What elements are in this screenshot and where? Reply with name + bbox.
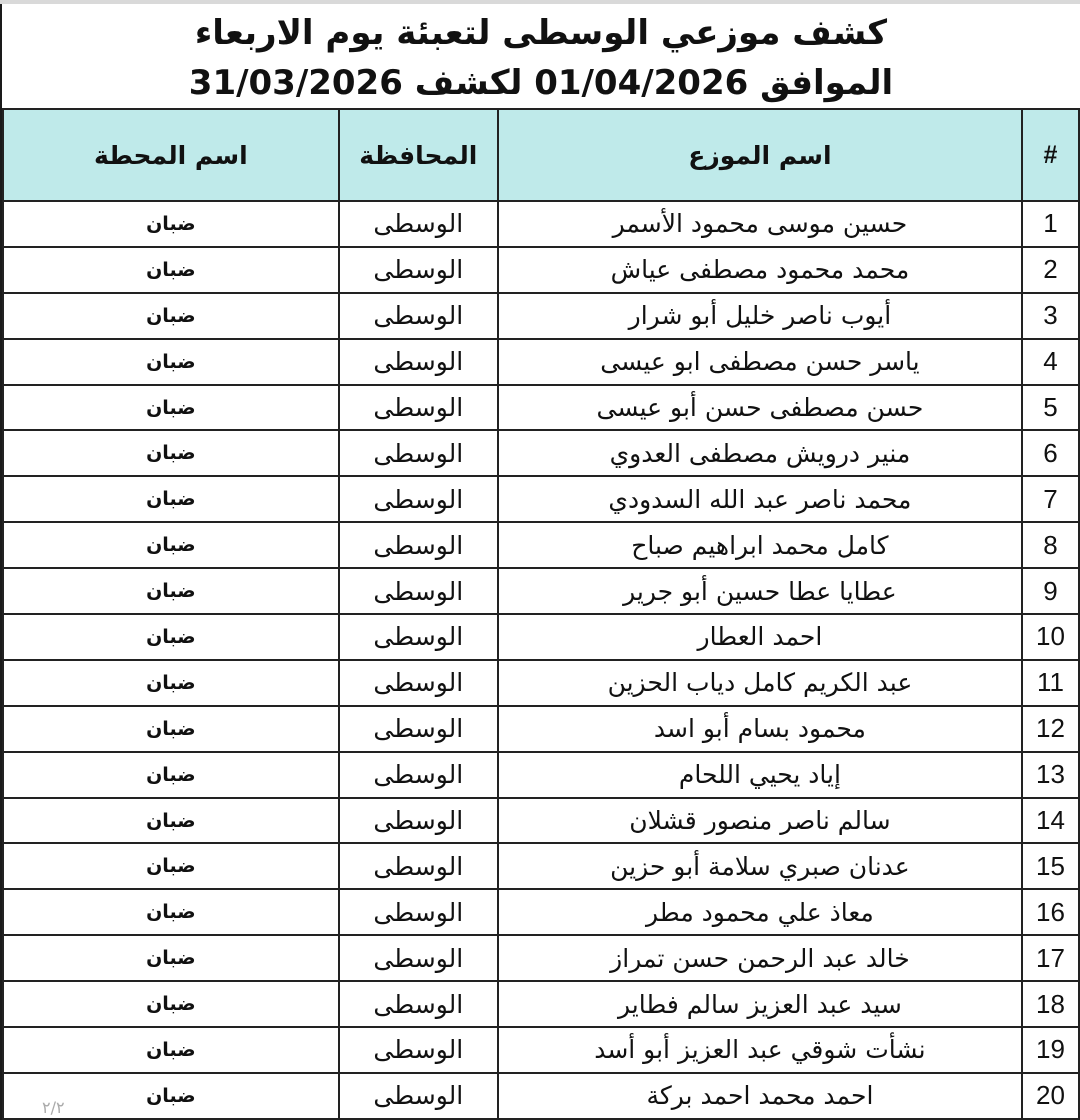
distributor-name-cell: معاذ علي محمود مطر [498, 889, 1022, 935]
row-number: 1 [1022, 201, 1079, 247]
row-number: 6 [1022, 430, 1079, 476]
governorate-cell: الوسطى [339, 385, 498, 431]
table-row [3, 614, 1079, 660]
distributor-name-cell: أيوب ناصر خليل أبو شرار [498, 293, 1022, 339]
table-row [3, 798, 1079, 844]
table-row [3, 247, 1079, 293]
station-name-cell: ضبان [3, 889, 339, 935]
station-name-cell: ضبان [3, 1073, 339, 1119]
distributor-name-cell: احمد العطار [498, 614, 1022, 660]
table-row [3, 935, 1079, 981]
distributor-name-cell: احمد محمد احمد بركة [498, 1073, 1022, 1119]
row-number: 13 [1022, 752, 1079, 798]
governorate-cell: الوسطى [339, 1027, 498, 1073]
station-name-cell: ضبان [3, 981, 339, 1027]
distributor-name-cell: ياسر حسن مصطفى ابو عيسى [498, 339, 1022, 385]
station-name-cell: ضبان [3, 1027, 339, 1073]
header-distributor-name: اسم الموزع [498, 109, 1022, 201]
table-row [3, 293, 1079, 339]
station-name-cell: ضبان [3, 568, 339, 614]
row-number: 3 [1022, 293, 1079, 339]
distributor-name-cell: عطايا عطا حسين أبو جرير [498, 568, 1022, 614]
station-name-cell: ضبان [3, 247, 339, 293]
row-number: 7 [1022, 476, 1079, 522]
table-row [3, 385, 1079, 431]
table-row [3, 981, 1079, 1027]
distributor-name-cell: نشأت شوقي عبد العزيز أبو أسد [498, 1027, 1022, 1073]
governorate-cell: الوسطى [339, 293, 498, 339]
governorate-cell: الوسطى [339, 981, 498, 1027]
table-row [3, 1027, 1079, 1073]
table-row [3, 660, 1079, 706]
title-line-2: الموافق 01/04/2026 لكشف 31/03/2026 [188, 63, 894, 103]
distributor-name-cell: حسين موسى محمود الأسمر [498, 201, 1022, 247]
title-line-1: كشف موزعي الوسطى لتعبئة يوم الاربعاء [194, 13, 888, 53]
station-name-cell: ضبان [3, 385, 339, 431]
row-number: 9 [1022, 568, 1079, 614]
governorate-cell: الوسطى [339, 1073, 498, 1119]
station-name-cell: ضبان [3, 798, 339, 844]
governorate-cell: الوسطى [339, 568, 498, 614]
row-number: 16 [1022, 889, 1079, 935]
station-name-cell: ضبان [3, 752, 339, 798]
row-number: 10 [1022, 614, 1079, 660]
station-name-cell: ضبان [3, 614, 339, 660]
header-station-name: اسم المحطة [3, 109, 339, 201]
table-row [3, 339, 1079, 385]
distributor-name-cell: عبد الكريم كامل دياب الحزين [498, 660, 1022, 706]
row-number: 12 [1022, 706, 1079, 752]
distributor-name-cell: سالم ناصر منصور قشلان [498, 798, 1022, 844]
governorate-cell: الوسطى [339, 201, 498, 247]
table-row [3, 752, 1079, 798]
table-row [3, 889, 1079, 935]
distributor-name-cell: إياد يحيي اللحام [498, 752, 1022, 798]
governorate-cell: الوسطى [339, 798, 498, 844]
governorate-cell: الوسطى [339, 752, 498, 798]
row-number: 15 [1022, 843, 1079, 889]
document-sheet [0, 4, 1080, 1120]
governorate-cell: الوسطى [339, 522, 498, 568]
distributor-name-cell: كامل محمد ابراهيم صباح [498, 522, 1022, 568]
header-number: # [1022, 109, 1079, 201]
station-name-cell: ضبان [3, 476, 339, 522]
station-name-cell: ضبان [3, 201, 339, 247]
distributor-name-cell: محمد ناصر عبد الله السدودي [498, 476, 1022, 522]
row-number: 17 [1022, 935, 1079, 981]
table-row [3, 568, 1079, 614]
governorate-cell: الوسطى [339, 339, 498, 385]
station-name-cell: ضبان [3, 522, 339, 568]
row-number: 2 [1022, 247, 1079, 293]
station-name-cell: ضبان [3, 843, 339, 889]
distributor-name-cell: منير درويش مصطفى العدوي [498, 430, 1022, 476]
distributor-name-cell: محمد محمود مصطفى عياش [498, 247, 1022, 293]
station-name-cell: ضبان [3, 293, 339, 339]
governorate-cell: الوسطى [339, 660, 498, 706]
table-row [3, 843, 1079, 889]
station-name-cell: ضبان [3, 430, 339, 476]
governorate-cell: الوسطى [339, 247, 498, 293]
row-number: 18 [1022, 981, 1079, 1027]
governorate-cell: الوسطى [339, 476, 498, 522]
row-number: 19 [1022, 1027, 1079, 1073]
distributors-table [2, 108, 1080, 1120]
distributor-name-cell: حسن مصطفى حسن أبو عيسى [498, 385, 1022, 431]
table-row [3, 476, 1079, 522]
governorate-cell: الوسطى [339, 935, 498, 981]
table-row [3, 201, 1079, 247]
station-name-cell: ضبان [3, 706, 339, 752]
row-number: 5 [1022, 385, 1079, 431]
governorate-cell: الوسطى [339, 889, 498, 935]
distributor-name-cell: سيد عبد العزيز سالم فطاير [498, 981, 1022, 1027]
table-header-row [3, 109, 1079, 201]
row-number: 4 [1022, 339, 1079, 385]
table-row [3, 430, 1079, 476]
governorate-cell: الوسطى [339, 430, 498, 476]
station-name-cell: ضبان [3, 339, 339, 385]
row-number: 20 [1022, 1073, 1079, 1119]
governorate-cell: الوسطى [339, 614, 498, 660]
station-name-cell: ضبان [3, 935, 339, 981]
page-marker: ٢/٢ [42, 1098, 65, 1117]
distributor-name-cell: خالد عبد الرحمن حسن تمراز [498, 935, 1022, 981]
station-name-cell: ضبان [3, 660, 339, 706]
row-number: 8 [1022, 522, 1079, 568]
governorate-cell: الوسطى [339, 706, 498, 752]
title-block [2, 4, 1080, 108]
header-governorate: المحافظة [339, 109, 498, 201]
distributor-name-cell: عدنان صبري سلامة أبو حزين [498, 843, 1022, 889]
row-number: 11 [1022, 660, 1079, 706]
row-number: 14 [1022, 798, 1079, 844]
governorate-cell: الوسطى [339, 843, 498, 889]
distributor-name-cell: محمود بسام أبو اسد [498, 706, 1022, 752]
table-row [3, 522, 1079, 568]
table-row [3, 1073, 1079, 1119]
table-row [3, 706, 1079, 752]
